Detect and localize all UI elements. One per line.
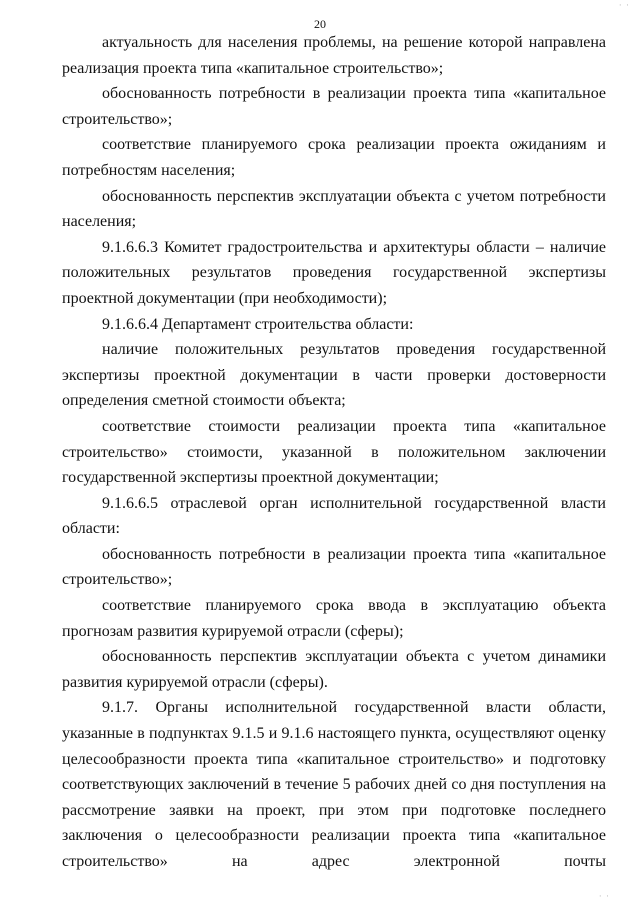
paragraph: обоснованность перспектив эксплуатации объекта с учетом потребности населения; xyxy=(62,187,606,231)
page-number: 20 xyxy=(314,17,326,31)
paragraph: соответствие планируемого срока реализации проекта ожиданиям и потребностям населения; xyxy=(62,136,606,179)
paragraph: 9.1.6.6.4 Департамент строительства области: xyxy=(102,315,414,333)
paragraph: соответствие стоимости реализации проекта типа «капитальное строительство» стоимости, указанной в положительном заключении государственной экспертизы проектной документации; xyxy=(62,417,606,487)
paragraph: соответствие планируемого срока ввода в эксплуатацию объекта прогнозам развития курируемой отрасли (сферы); xyxy=(62,597,606,640)
scan-artifact: · · xyxy=(598,891,610,901)
scan-artifact: · · xyxy=(618,0,630,10)
paragraph: актуальность для населения проблемы, на решение которой направлена реализация проекта типа «капитальное строительство»; xyxy=(62,34,606,77)
document-body xyxy=(62,30,606,875)
paragraph: обоснованность перспектив эксплуатации объекта с учетом динамики развития курируемой отрасли (сферы). xyxy=(62,648,606,691)
paragraph: обоснованность потребности в реализации проекта типа «капитальное строительство»; xyxy=(62,545,606,589)
paragraph: обоснованность потребности в реализации проекта типа «капитальное строительство»; xyxy=(62,85,606,128)
paragraph: 9.1.6.6.3 Комитет градостроительства и архитектуры области – наличие положительных результатов проведения государственной экспертизы проектной документации (при необходимости); xyxy=(62,238,606,307)
paragraph: наличие положительных результатов проведения государственной экспертизы проектной документации в части проверки достоверности определения сметной стоимости объекта; xyxy=(62,341,606,410)
paragraph: 9.1.6.6.5 отраслевой орган исполнительной государственной власти области: xyxy=(62,494,606,538)
paragraph: 9.1.7. Органы исполнительной государственной власти области, указанные в подпунктах 9.1.5 и 9.1.6 настоящего пункта, осуществляют оценку целесообразности проекта типа «капитальное строительство» и подготовку соответствующих заключений в течение 5 рабочих дней со дня поступления на рассмотрение заявки на проект, при этом при подготовке последнего заключения о целесообразности реализации проекта типа «капитальное строительство» на адрес электронной почты xyxy=(62,699,606,870)
